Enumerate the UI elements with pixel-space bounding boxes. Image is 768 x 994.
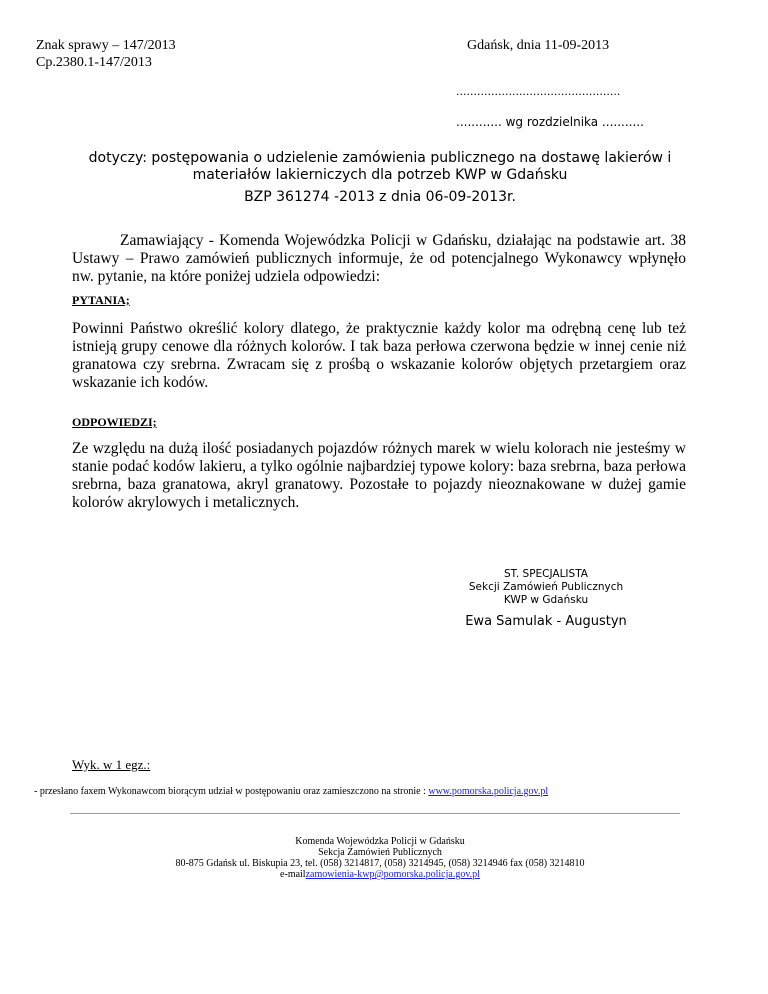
signature-unit: Sekcji Zamówień Publicznych	[468, 581, 624, 593]
answer-text: Ze względu na dużą ilość posiadanych pojazdów różnych marek w wielu kolorach nie jesteśmy w stanie podać kodów lakieru, a tylko ogólnie najbardziej typowe kolory: baza srebrna, baza perłowa srebrna, baza granatowa, akryl granatowy. Pozostałe to pojazdy nieoznakowane w dużej gamie kolorów akrylowych i metalicznych.	[72, 440, 686, 511]
case-reference	[36, 37, 176, 71]
footer-address: 80-875 Gdańsk ul. Biskupia 23, tel. (058) 3214817, (058) 3214945, (058) 3214946 fax (058) 3214810	[175, 858, 585, 869]
signatory-name: Ewa Samulak - Augustyn	[465, 614, 627, 629]
question-heading: PYTANIA;	[72, 293, 130, 307]
footer-email	[60, 869, 700, 880]
signature-org: KWP w Gdańsku	[503, 594, 589, 606]
distribution-line: ............ wg rozdzielnika ...........	[456, 115, 644, 129]
signature-block	[436, 568, 656, 607]
subject-line: dotyczy: postępowania o udzielenie zamówienia publicznego na dostawę lakierów i materiałów lakierniczych dla potrzeb KWP w Gdańsku	[88, 150, 672, 183]
bzp-reference: BZP 361274 -2013 z dnia 06-09-2013r.	[244, 189, 516, 205]
letterhead-footer	[60, 836, 700, 880]
footer-unit: Sekcja Zamówień Publicznych	[318, 847, 442, 858]
footer-email-label: e-mail	[280, 869, 306, 880]
email-link[interactable]: zamowienia-kwp@pomorska.policja.gov.pl	[305, 869, 480, 880]
question-text: Powinni Państwo określić kolory dlatego, że praktycznie każdy kolor ma odrębną cenę lub też istnieją grupy cenowe dla różnych kolorów. I tak baza perłowa czerwona będzie w innej cenie niż granatowa czy srebrna. Zwracam się z prośbą o wskazanie kolorów objętych przetargiem oraz wskazanie ich kodów.	[72, 320, 686, 391]
footer-divider	[70, 813, 680, 814]
place-date: Gdańsk, dnia 11-09-2013	[467, 38, 610, 53]
case-code: Cp.2380.1-147/2013	[36, 55, 152, 70]
copies-note: Wyk. w 1 egz.:	[72, 757, 151, 772]
case-number: Znak sprawy – 147/2013	[36, 38, 176, 53]
website-link[interactable]: www.pomorska.policja.gov.pl	[428, 786, 549, 797]
fax-note	[34, 786, 548, 797]
footer-org: Komenda Wojewódzka Policji w Gdańsku	[295, 836, 465, 847]
intro-paragraph: Zamawiający - Komenda Wojewódzka Policji w Gdańsku, działając na podstawie art. 38 Ustawy – Prawo zamówień publicznych informuje, że od potencjalnego Wykonawcy wpłynęło nw. pytanie, na które poniżej udziela odpowiedzi:	[72, 232, 686, 285]
answer-heading: ODPOWIEDZI;	[72, 415, 157, 429]
address-placeholder: ...............................................	[456, 85, 621, 98]
signature-title: ST. SPECJALISTA	[504, 568, 588, 580]
fax-note-text: - przesłano faxem Wykonawcom biorącym udział w postępowaniu oraz zamieszczono na stronie :	[34, 786, 429, 797]
